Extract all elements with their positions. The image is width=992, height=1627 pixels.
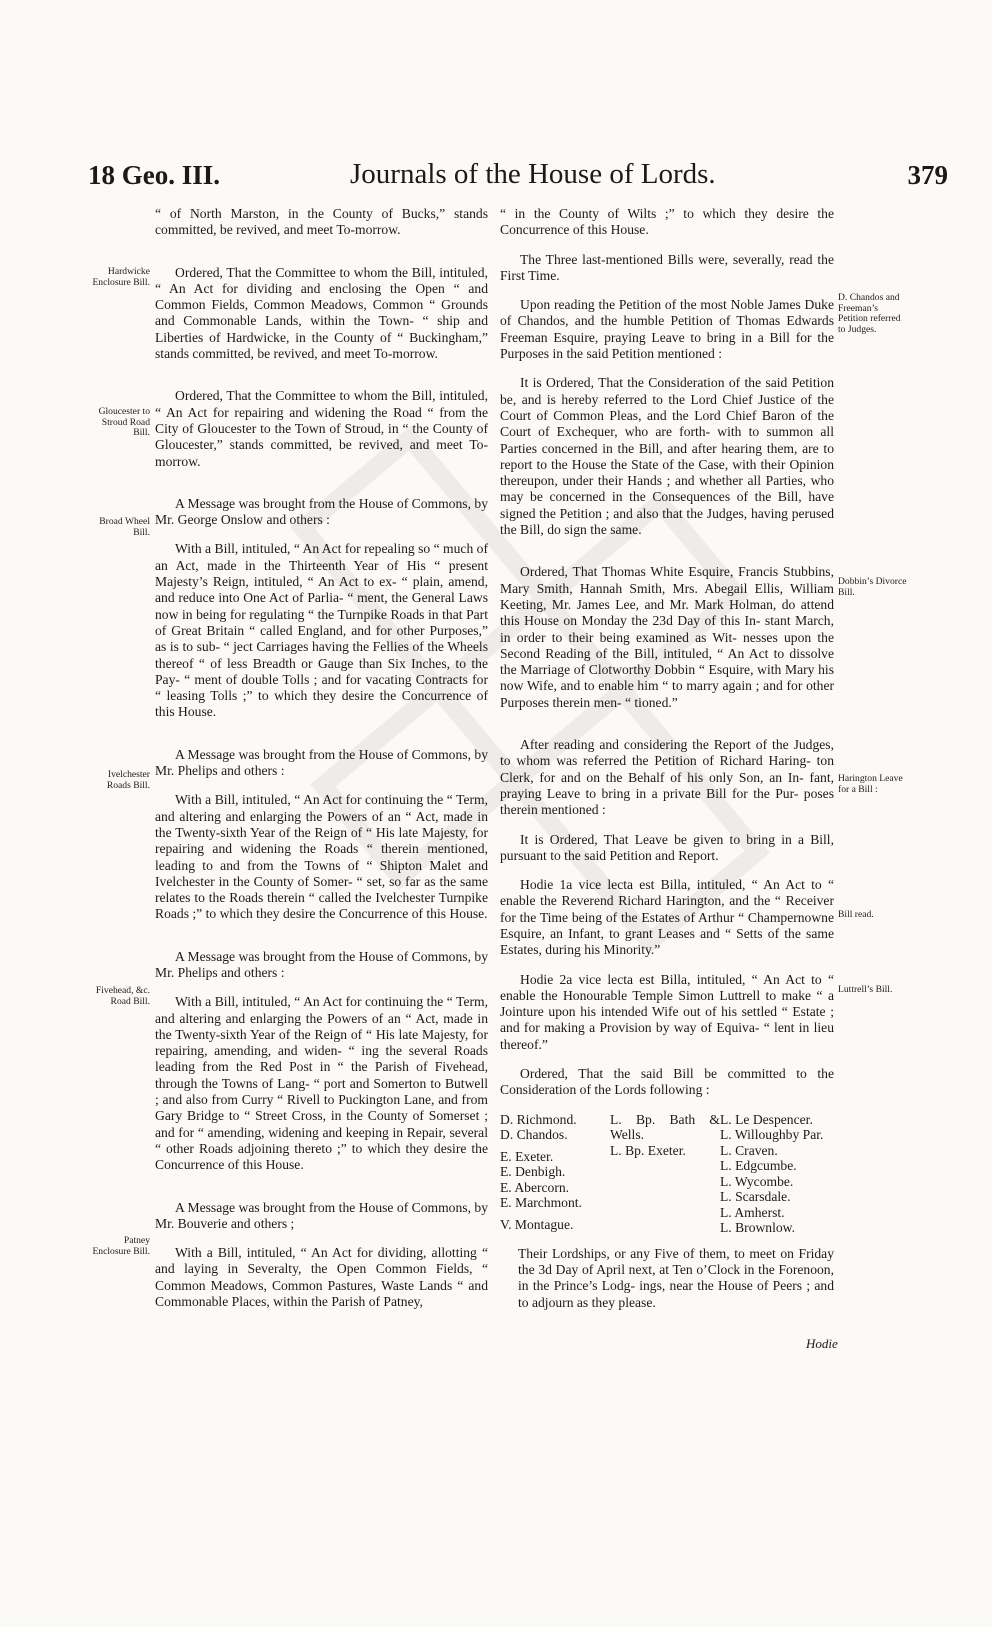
lord-name: L. Wycombe. <box>720 1173 794 1189</box>
paragraph: With a Bill, intituled, “ An Act for continuing the “ Term, and altering and enlarging the Powers of an “ Act, made in the Twenty-sixth Year of the Reign of “ His late Majesty, for repairing and widening the Roads “ therein mentioned, leading to and from the Towns of “ Shipton Malet and Ivelchester in the County of Somer- “ set, so far as the same relates to the Roads therein “ called the Ivelchester Turnpike Roads ;” to which they desire the Concurrence of this House. <box>155 792 488 922</box>
journal-title: Journals of the House of Lords. <box>350 158 716 190</box>
paragraph: Hodie 2a vice lecta est Billa, intituled, “ An Act to “ enable the Honourable Temple Simon Luttrell to make “ a Jointure upon his intended Wife out of his settled “ Estate ; and for making a Provision by way of Equiva- “ lent in lieu thereof.” <box>500 971 834 1052</box>
paragraph: Ordered, That the Committee to whom the Bill, intituled, “ An Act for repairing and widening the Road “ from the City of Gloucester to the Town of Stroud, in “ the County of Gloucester,” stands committed, be revived, and meet To-morrow. <box>155 388 488 469</box>
paragraph: With a Bill, intituled, “ An Act for repealing so “ much of an Act, made in the Thirteenth Year of His “ present Majesty’s Reign, intituled, “ An Act to ex- “ plain, amend, and reduce into One Act of Parlia- “ ment, the General Laws now in being for regulating “ the Turnpike Roads in that Part of Great Britain “ called England, and for other Purposes,” as is to sub- “ ject Carriages having the Fellies of the Wheels thereof “ of less Breadth or Gauge than Six Inches, to the Pay- “ ment of double Tolls ; and for vacating Contracts for “ leasing Tolls ;” to which they desire the Concurrence of this House. <box>155 541 488 720</box>
lord-name: D. Richmond. <box>500 1111 577 1127</box>
margin-note-broad-wheel: Broad Wheel Bill. <box>99 516 150 538</box>
lord-name: L. Le Despencer. <box>720 1111 813 1127</box>
paragraph: A Message was brought from the House of Commons, by Mr. Phelips and others : <box>155 746 488 779</box>
margin-note-ivelchester: Ivelchester Roads Bill. <box>106 769 150 791</box>
lord-name: D. Chandos. <box>500 1127 568 1143</box>
margin-note-bill-read: Bill read. <box>838 909 874 920</box>
lord-name: L. Bp. Bath & Wells. <box>610 1111 720 1143</box>
lord-name: L. Scarsdale. <box>720 1189 791 1205</box>
paragraph: The Three last-mentioned Bills were, severally, read the First Time. <box>500 251 834 283</box>
page-number: 379 <box>907 160 948 190</box>
paragraph: It is Ordered, That the Consideration of the said Petition be, and is hereby referred to the Lord Chief Justice of the Court of Common Pleas, and the Lord Chief Baron of the Court of Exchequer, who are forth- with to summon all Parties concerned in the Bill, and after hearing them, are to report to the House the State of the Case, with their Opinion thereupon, under their Hands ; and whether all Parties, who may be concerned in the Consequences of the Bill, have signed the Petition ; and also that the Judges, having perused the Bill, do sign the same. <box>500 375 834 538</box>
lord-name: E. Abercorn. <box>500 1179 570 1195</box>
paragraph: It is Ordered, That Leave be given to bring in a Bill, pursuant to the said Petition and Report. <box>500 831 834 863</box>
regnal-year: 18 Geo. III. <box>88 160 221 190</box>
page-header <box>88 160 948 200</box>
lords-list-column-2 <box>610 1112 720 1236</box>
margin-note-fivehead: Fivehead, &c. Road Bill. <box>95 985 150 1007</box>
left-column <box>155 206 488 1323</box>
paragraph: Their Lordships, or any Five of them, to meet on Friday the 3d Day of April next, at Ten o’Clock in the Forenoon, in the Prince’s Lodg- ings, near the House of Peers ; and to adjourn as they please. <box>518 1245 834 1310</box>
lord-name: L. Brownlow. <box>720 1220 796 1236</box>
paragraph: “ of North Marston, in the County of Bucks,” stands committed, be revived, and meet To-morrow. <box>155 206 488 238</box>
lords-list-column-1 <box>500 1112 610 1236</box>
lord-name: V. Montague. <box>500 1216 574 1232</box>
lord-name: E. Denbigh. <box>500 1164 566 1180</box>
paragraph: Upon reading the Petition of the most Noble James Duke of Chandos, and the humble Petition of Thomas Edwards Freeman Esquire, praying Leave to bring in a Bill for the Purposes in the said Petition mentioned : <box>500 297 834 362</box>
margin-note-patney: Patney Enclosure Bill. <box>92 1235 150 1257</box>
lord-name: L. Amherst. <box>720 1204 785 1220</box>
margin-note-dobbin: Dobbin’s Divorce Bill. <box>838 576 907 598</box>
lord-name: L. Craven. <box>720 1142 778 1158</box>
paragraph: A Message was brought from the House of Commons, by Mr. Phelips and others : <box>155 948 488 980</box>
paragraph: With a Bill, intituled, “ An Act for continuing the “ Term, and altering and enlarging the Powers of an “ Act, made in the Twenty-sixth Year of the Reign of “ His late Majesty, for repairing, amending, and widen- “ ing the several Roads leading from the Red Post in “ the Parish of Fivehead, through the Towns of Lang- “ port and Somerton to Butwell ; and also from Curry “ Rivell to Puckington Lane, and from Gary Bridge to “ Street Cross, in the County of Somerset ; and for “ amending, widening and keeping in Repair, several “ other Roads adjoining thereto ;” to which they desire the Concurrence of this House. <box>155 994 488 1173</box>
catchword: Hodie <box>806 1336 838 1351</box>
margin-note-hardwicke: Hardwicke Enclosure Bill. <box>92 266 150 288</box>
lord-name: E. Marchmont. <box>500 1195 582 1211</box>
margin-note-luttrell: Luttrell’s Bill. <box>838 984 893 995</box>
lord-name: L. Willoughby Par. <box>720 1127 824 1143</box>
lord-name: E. Exeter. <box>500 1148 554 1164</box>
lords-list <box>500 1112 834 1236</box>
margin-note-chandos: D. Chandos and Freeman’s Petition referred to Judges. <box>838 292 901 335</box>
paragraph: Ordered, That the said Bill be committed to the Consideration of the Lords following : <box>500 1066 834 1098</box>
paragraph: A Message was brought from the House of Commons, by Mr. Bouverie and others ; <box>155 1199 488 1231</box>
lord-name: L. Edgcumbe. <box>720 1158 797 1174</box>
paragraph: “ in the County of Wilts ;” to which they desire the Concurrence of this House. <box>500 206 834 238</box>
margin-note-harington: Harington Leave for a Bill : <box>838 773 903 795</box>
paragraph: Ordered, That Thomas White Esquire, Francis Stubbins, Mary Smith, Hannah Smith, Mrs. Abegail Ellis, William Keeting, Mr. James Lee, and Mr. Mark Holman, do attend this House on Monday the 23d Day of this In- stant March, in order to their being examined as Wit- nesses upon the Second Reading of the Bill, intituled, “ An Act to dissolve the Marriage of Clotworthy Dobbin “ Esquire, with Mary his now Wife, and to enable him “ to marry again ; and for other Purposes therein men- “ tioned.” <box>500 564 834 710</box>
paragraph: A Message was brought from the House of Commons, by Mr. George Onslow and others : <box>155 495 488 528</box>
paragraph: With a Bill, intituled, “ An Act for dividing, allotting “ and laying in Severalty, the Open Common Fields, “ Common Meadows, Common Pastures, Waste Lands “ and Commonable Places, within the Parish of Patney, <box>155 1245 488 1310</box>
paragraph: Hodie 1a vice lecta est Billa, intituled, “ An Act to “ enable the Reverend Richard Harington, and the “ Receiver for the Time being of the Estates of Arthur “ Champernowne Esquire, an Infant, to grant Leases and “ Setts of the same Estates, during his Minority.” <box>500 877 834 958</box>
paragraph: Ordered, That the Committee to whom the Bill, intituled, “ An Act for dividing and enclosing the Open “ and Common Fields, Common Meadows, Common “ Grounds and Commonable Lands, within the Town- “ ship and Liberties of Hardwicke, in the County of “ Buckingham,” stands committed, be revived, and meet To-morrow. <box>155 264 488 362</box>
right-column <box>500 206 834 1324</box>
lords-list-column-3 <box>720 1112 834 1236</box>
lord-name: L. Bp. Exeter. <box>610 1142 686 1158</box>
margin-note-gloucester: Gloucester to Stroud Road Bill. <box>98 406 150 438</box>
paragraph: After reading and considering the Report of the Judges, to whom was referred the Petition of Richard Haring- ton Clerk, for and on the Behalf of his only Son, an In- fant, praying Leave to bring in a private Bill for the Pur- poses therein mentioned : <box>500 737 834 818</box>
